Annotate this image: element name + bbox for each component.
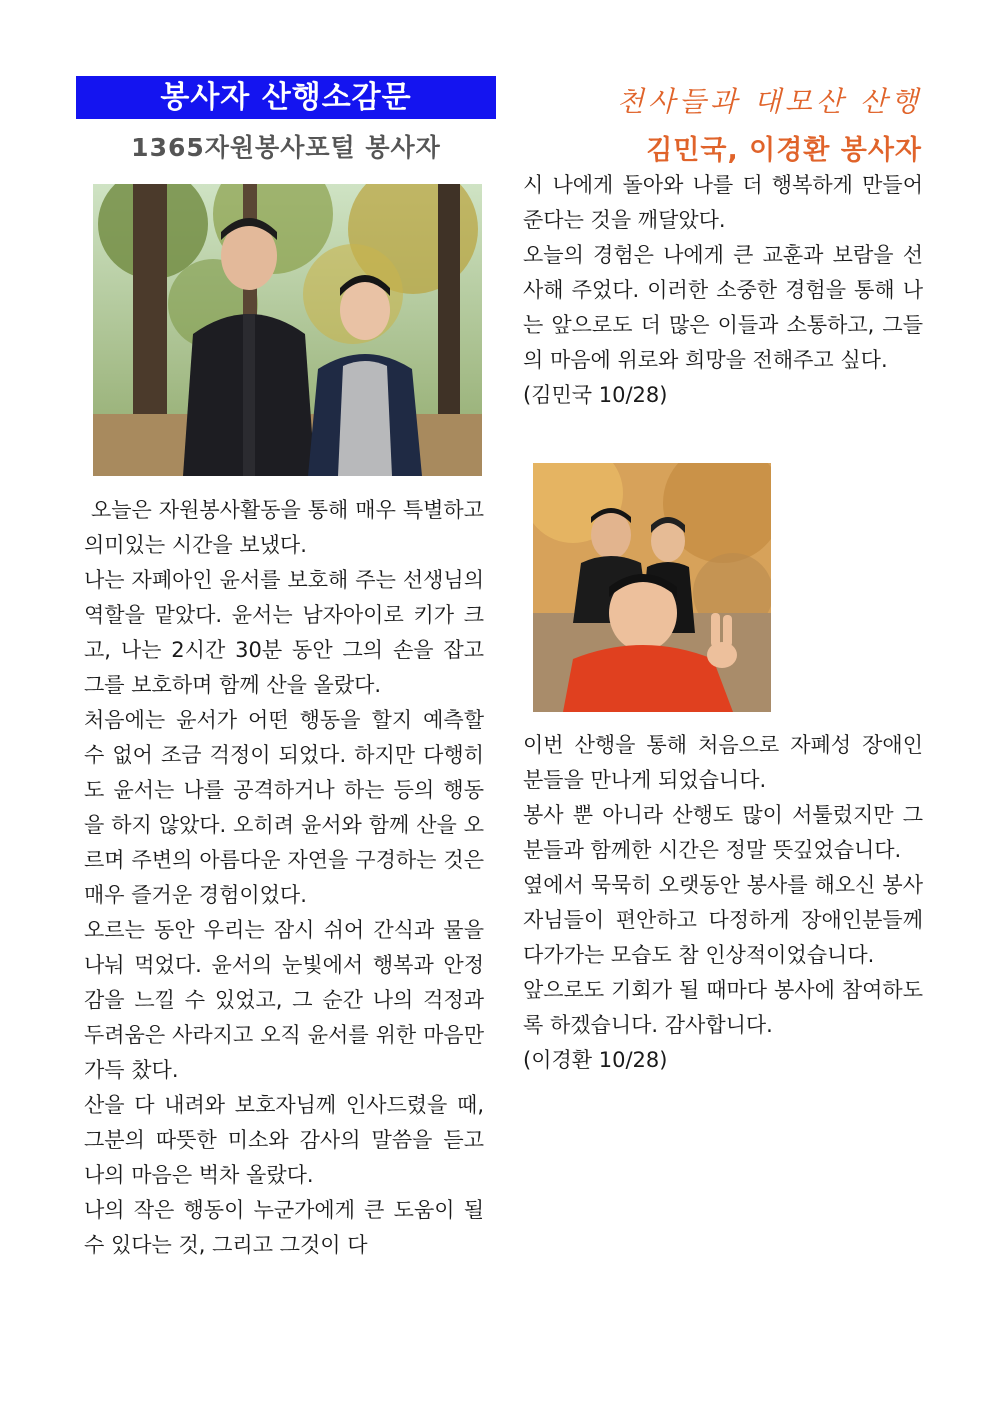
body-paragraph: 산을 다 내려와 보호자님께 인사드렸을 때, 그분의 따뜻한 미소와 감사의 말씀을 듣고 나의 마음은 벅차 올랐다.: [84, 1093, 484, 1187]
group-photo: [533, 463, 771, 712]
page-subtitle: 1365자원봉사포털 봉사자: [131, 133, 441, 162]
right-column-top: [523, 168, 923, 413]
body-paragraph: 이번 산행을 통해 처음으로 자폐성 장애인 분들을 만나게 되었습니다.: [523, 733, 923, 792]
event-title: 천사들과 대모산 산행: [616, 85, 922, 118]
left-column: [84, 493, 491, 1263]
signature: (김민국 10/28): [523, 383, 668, 407]
body-paragraph: 오르는 동안 우리는 잠시 쉬어 간식과 물을 나눠 먹었다. 윤서의 눈빛에서 행복과 안정감을 느낄 수 있었고, 그 순간 나의 걱정과 두려움은 사라지고 오직 윤서를 위한 마음만 가득 찼다.: [84, 918, 484, 1082]
forest-photo-image: [93, 184, 482, 476]
authors-line: 김민국, 이경환 봉사자: [646, 135, 922, 166]
body-paragraph: 시 나에게 돌아와 나를 더 행복하게 만들어 준다는 것을 깨달았다.: [523, 173, 923, 232]
body-paragraph: 처음에는 윤서가 어떤 행동을 할지 예측할 수 없어 조금 걱정이 되었다. 하지만 다행히도 윤서는 나를 공격하거나 하는 등의 행동을 하지 않았다. 오히려 윤서와 함께 산을 오르며 주변의 아름다운 자연을 구경하는 것은 매우 즐거운 경험이었다.: [84, 708, 484, 907]
body-paragraph: 나는 자폐아인 윤서를 보호해 주는 선생님의 역할을 맡았다. 윤서는 남자아이로 키가 크고, 나는 2시간 30분 동안 그의 손을 잡고 그를 보호하며 함께 산을 올랐다.: [84, 568, 484, 697]
forest-photo: [93, 184, 482, 476]
group-photo-image: [533, 463, 771, 712]
body-paragraph: 오늘은 자원봉사활동을 통해 매우 특별하고 의미있는 시간을 보냈다.: [84, 498, 491, 557]
body-paragraph: 봉사 뿐 아니라 산행도 많이 서툴렀지만 그 분들과 함께한 시간은 정말 뜻깊었습니다.: [523, 803, 923, 862]
signature: (이경환 10/28): [523, 1048, 668, 1072]
body-paragraph: 오늘의 경험은 나에게 큰 교훈과 보람을 선사해 주었다. 이러한 소중한 경험을 통해 나는 앞으로도 더 많은 이들과 소통하고, 그들의 마음에 위로와 희망을 전해주고 싶다.: [523, 243, 923, 372]
body-paragraph: 옆에서 묵묵히 오랫동안 봉사를 해오신 봉사자님들이 편안하고 다정하게 장애인분들께 다가가는 모습도 참 인상적이었습니다.: [523, 873, 923, 967]
body-paragraph: 나의 작은 행동이 누군가에게 큰 도움이 될 수 있다는 것, 그리고 그것이 다: [84, 1198, 484, 1257]
right-column-bottom: [523, 728, 923, 1078]
page-title: 봉사자 산행소감문: [76, 76, 496, 119]
body-paragraph: 앞으로도 기회가 될 때마다 봉사에 참여하도록 하겠습니다. 감사합니다.: [523, 978, 923, 1037]
